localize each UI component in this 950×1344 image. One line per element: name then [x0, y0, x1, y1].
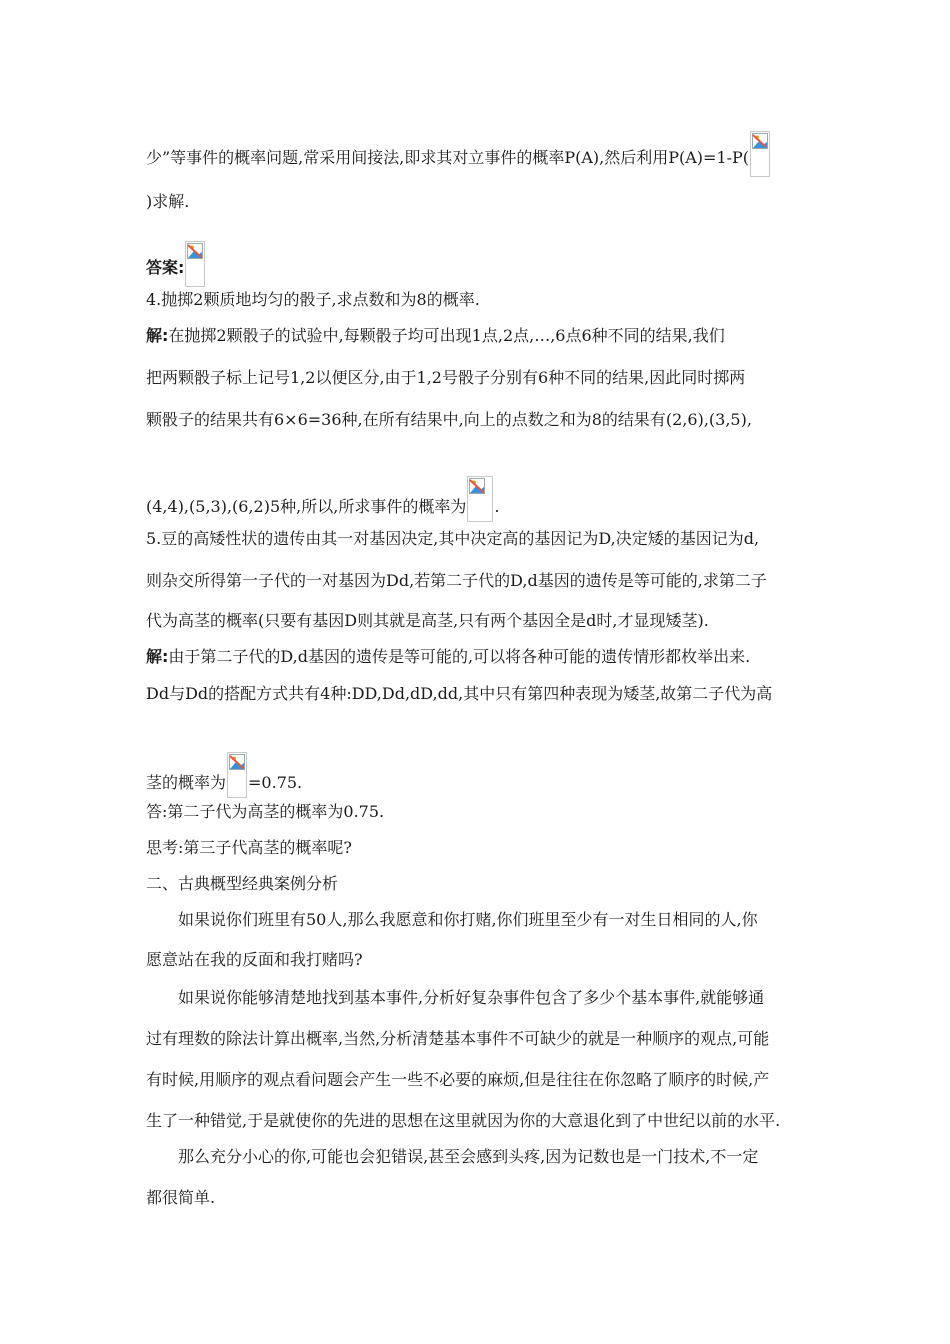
text-line	[146, 131, 771, 177]
text-line	[146, 366, 745, 390]
text-segment: 生了一种错觉,于是就使你的先进的思想在这里就因为你的大意退化到了中世纪以前的水平.	[146, 1111, 781, 1130]
text-segment: Dd与Dd的搭配方式共有4种:DD,Dd,dD,dd,其中只有第四种表现为矮茎,故第二子代为高	[146, 684, 773, 703]
text-segment: =0.75.	[248, 773, 303, 792]
text-segment: .	[494, 497, 500, 516]
paragraph-line	[146, 1109, 780, 1133]
text-segment: 5.豆的高矮性状的遗传由其一对基因决定,其中决定高的基因记为D,决定矮的基因记为d,	[146, 529, 760, 548]
text-segment: 思考:第三子代高茎的概率呢?	[146, 838, 352, 857]
text-segment: 答:第二子代为高茎的概率为0.75.	[146, 802, 385, 821]
paragraph-line	[146, 1027, 769, 1051]
paragraph-line	[146, 948, 363, 972]
text-line	[146, 645, 750, 669]
paragraph-line	[178, 908, 758, 932]
text-segment: (4,4),(5,3),(6,2)5种,所以,所求事件的概率为	[146, 497, 467, 516]
text-segment: 都很简单.	[146, 1188, 216, 1207]
text-line	[146, 324, 725, 348]
text-segment: 把两颗骰子标上记号1,2以便区分,由于1,2号骰子分别有6种不同的结果,因此同时掷两	[146, 368, 746, 387]
text-line	[146, 408, 752, 432]
text-line	[146, 569, 767, 593]
broken-image-icon	[467, 476, 493, 522]
text-segment: 4.抛掷2颗质地均匀的骰子,求点数和为8的概率.	[146, 290, 480, 309]
text-segment: 那么充分小心的你,可能也会犯错误,甚至会感到头疼,因为记数也是一门技术,不一定	[178, 1147, 759, 1166]
broken-image-icon	[750, 131, 770, 177]
answer-statement	[146, 800, 384, 824]
text-line	[146, 609, 709, 633]
text-segment: 则杂交所得第一子代的一对基因为Dd,若第二子代的D,d基因的遗传是等可能的,求第二子	[146, 571, 767, 590]
section-heading	[146, 872, 338, 896]
text-segment: 颗骰子的结果共有6×6=36种,在所有结果中,向上的点数之和为8的结果有(2,6),(3,5),	[146, 410, 752, 429]
text-segment: 如果说你能够清楚地找到基本事件,分析好复杂事件包含了多少个基本事件,就能够通	[178, 988, 765, 1007]
paragraph-line	[178, 986, 764, 1010]
text-segment: 愿意站在我的反面和我打赌吗?	[146, 950, 363, 969]
text-segment: 在抛掷2颗骰子的试验中,每颗骰子均可出现1点,2点,…,6点6种不同的结果,我们	[168, 326, 725, 345]
think-question	[146, 836, 352, 860]
solution-label: 解:	[146, 326, 169, 345]
answer-line	[146, 241, 206, 287]
text-segment: 少”等事件的概率问题,常采用间接法,即求其对立事件的概率P(A),然后利用P(A)=1-P(	[146, 148, 750, 167]
solution-label: 解:	[146, 647, 169, 666]
text-segment: 茎的概率为	[146, 773, 227, 792]
text-segment: 代为高茎的概率(只要有基因D则其就是高茎,只有两个基因全是d时,才显现矮茎).	[146, 611, 709, 630]
text-segment: )求解.	[146, 192, 190, 211]
text-line	[146, 476, 499, 522]
text-line	[146, 190, 189, 214]
paragraph-line	[178, 1145, 758, 1169]
broken-image-icon	[185, 241, 205, 287]
paragraph-line	[146, 1186, 215, 1210]
text-segment: 过有理数的除法计算出概率,当然,分析清楚基本事件不可缺少的就是一种顺序的观点,可能	[146, 1029, 770, 1048]
text-line	[146, 682, 772, 706]
text-line	[146, 752, 302, 798]
text-segment: 如果说你们班里有50人,那么我愿意和你打赌,你们班里至少有一对生日相同的人,你	[178, 910, 758, 929]
paragraph-line	[146, 1068, 769, 1092]
answer-label: 答案:	[146, 258, 185, 277]
question-4	[146, 288, 480, 312]
broken-image-icon	[227, 752, 247, 798]
text-segment: 由于第二子代的D,d基因的遗传是等可能的,可以将各种可能的遗传情形都枚举出来.	[168, 647, 751, 666]
text-segment: 有时候,用顺序的观点看问题会产生一些不必要的麻烦,但是往往在你忽略了顺序的时候,产	[146, 1070, 770, 1089]
text-segment: 二、古典概型经典案例分析	[146, 874, 339, 893]
question-5	[146, 527, 759, 551]
